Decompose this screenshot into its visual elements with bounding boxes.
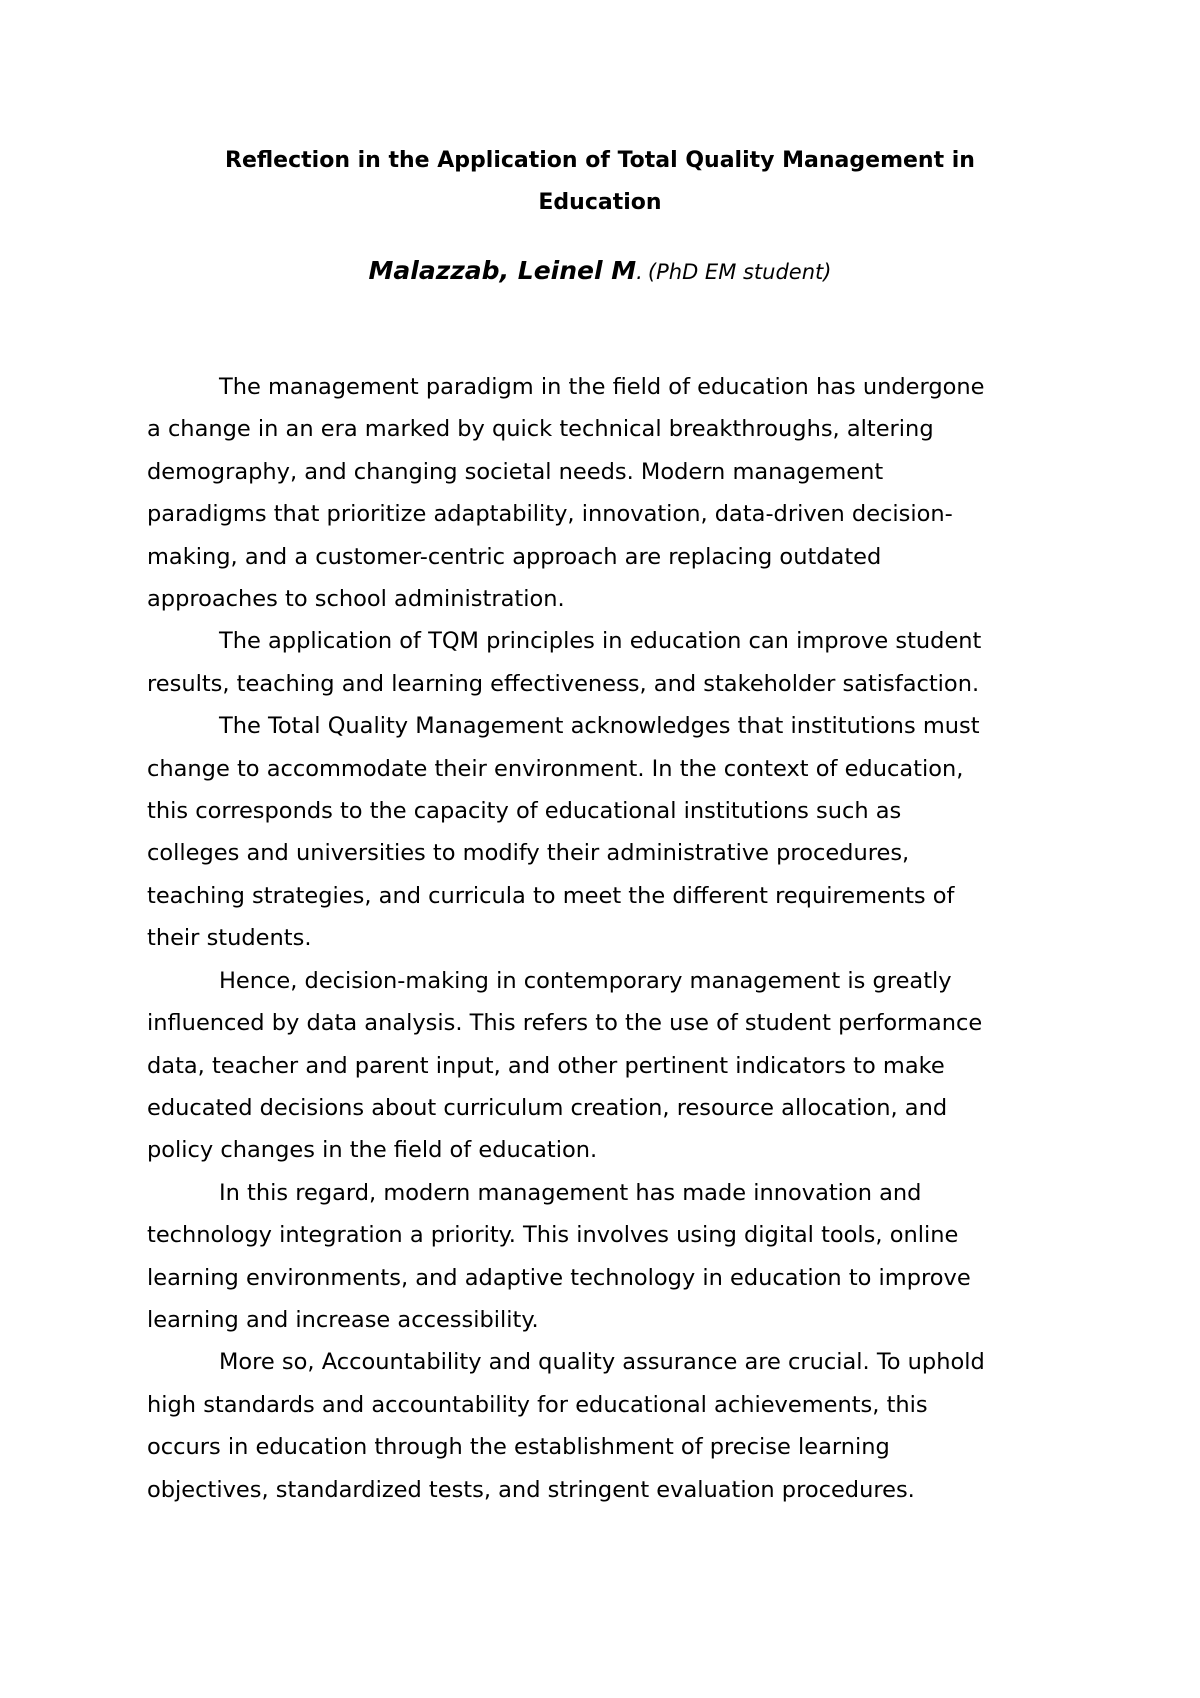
title-line: Reflection in the Application of Total Quality Management in — [225, 148, 975, 173]
paragraph-line: data, teacher and parent input, and other pertinent indicators to make — [147, 1052, 945, 1079]
body-paragraph — [147, 1172, 1067, 1342]
paragraph-line: colleges and universities to modify their administrative procedures, — [147, 840, 910, 867]
paragraph-line: educated decisions about curriculum creation, resource allocation, and — [147, 1094, 948, 1121]
paragraph-line: The application of TQM principles in education can improve student — [219, 628, 982, 655]
paragraph-line: this corresponds to the capacity of educational institutions such as — [147, 798, 902, 825]
title-line: Education — [538, 190, 662, 215]
paragraph-line: a change in an era marked by quick technical breakthroughs, altering — [147, 416, 934, 443]
paragraph-line: demography, and changing societal needs. Modern management — [147, 458, 884, 485]
paragraph-line: technology integration a priority. This involves using digital tools, online — [147, 1222, 959, 1249]
author-name: Malazzab, Leinel M — [368, 256, 637, 285]
paragraph-line: their students. — [147, 925, 312, 952]
paragraph-line: The Total Quality Management acknowledges that institutions must — [219, 713, 980, 740]
paragraph-line: The management paradigm in the field of education has undergone — [219, 374, 985, 400]
paragraph-line: More so, Accountability and quality assurance are crucial. To uphold — [219, 1349, 985, 1376]
document-title — [148, 140, 1052, 224]
paragraph-line: making, and a customer-centric approach are replacing outdated — [147, 543, 882, 570]
paragraph-line: learning and increase accessibility. — [147, 1306, 539, 1333]
paragraph-line: high standards and accountability for educational achievements, this — [147, 1391, 928, 1418]
paragraph-line: teaching strategies, and curricula to meet the different requirements of — [147, 882, 955, 909]
paragraph-line: influenced by data analysis. This refers to the use of student performance — [147, 1010, 983, 1037]
author-role: (PhD EM student) — [647, 260, 832, 284]
paragraph-line: policy changes in the field of education. — [147, 1137, 598, 1164]
body-paragraph — [147, 1341, 1067, 1511]
author-period: . — [636, 260, 643, 284]
body-paragraph — [147, 366, 1067, 620]
paragraph-line: change to accommodate their environment. In the context of education, — [147, 755, 964, 782]
paragraph-line: Hence, decision-making in contemporary management is greatly — [219, 967, 952, 994]
body-paragraph — [147, 960, 1067, 1172]
paragraph-line: occurs in education through the establishment of precise learning — [147, 1434, 890, 1461]
body-paragraph — [147, 705, 1067, 959]
body-paragraph — [147, 620, 1067, 705]
paragraph-line: In this regard, modern management has made innovation and — [219, 1179, 922, 1206]
author-line — [148, 255, 1052, 290]
document-body — [147, 366, 1067, 1511]
paragraph-line: learning environments, and adaptive technology in education to improve — [147, 1264, 971, 1291]
paragraph-line: approaches to school administration. — [147, 586, 565, 613]
paragraph-line: results, teaching and learning effectiveness, and stakeholder satisfaction. — [147, 670, 980, 697]
paragraph-line: paradigms that prioritize adaptability, innovation, data-driven decision- — [147, 501, 953, 528]
paragraph-line: objectives, standardized tests, and stringent evaluation procedures. — [147, 1476, 915, 1503]
